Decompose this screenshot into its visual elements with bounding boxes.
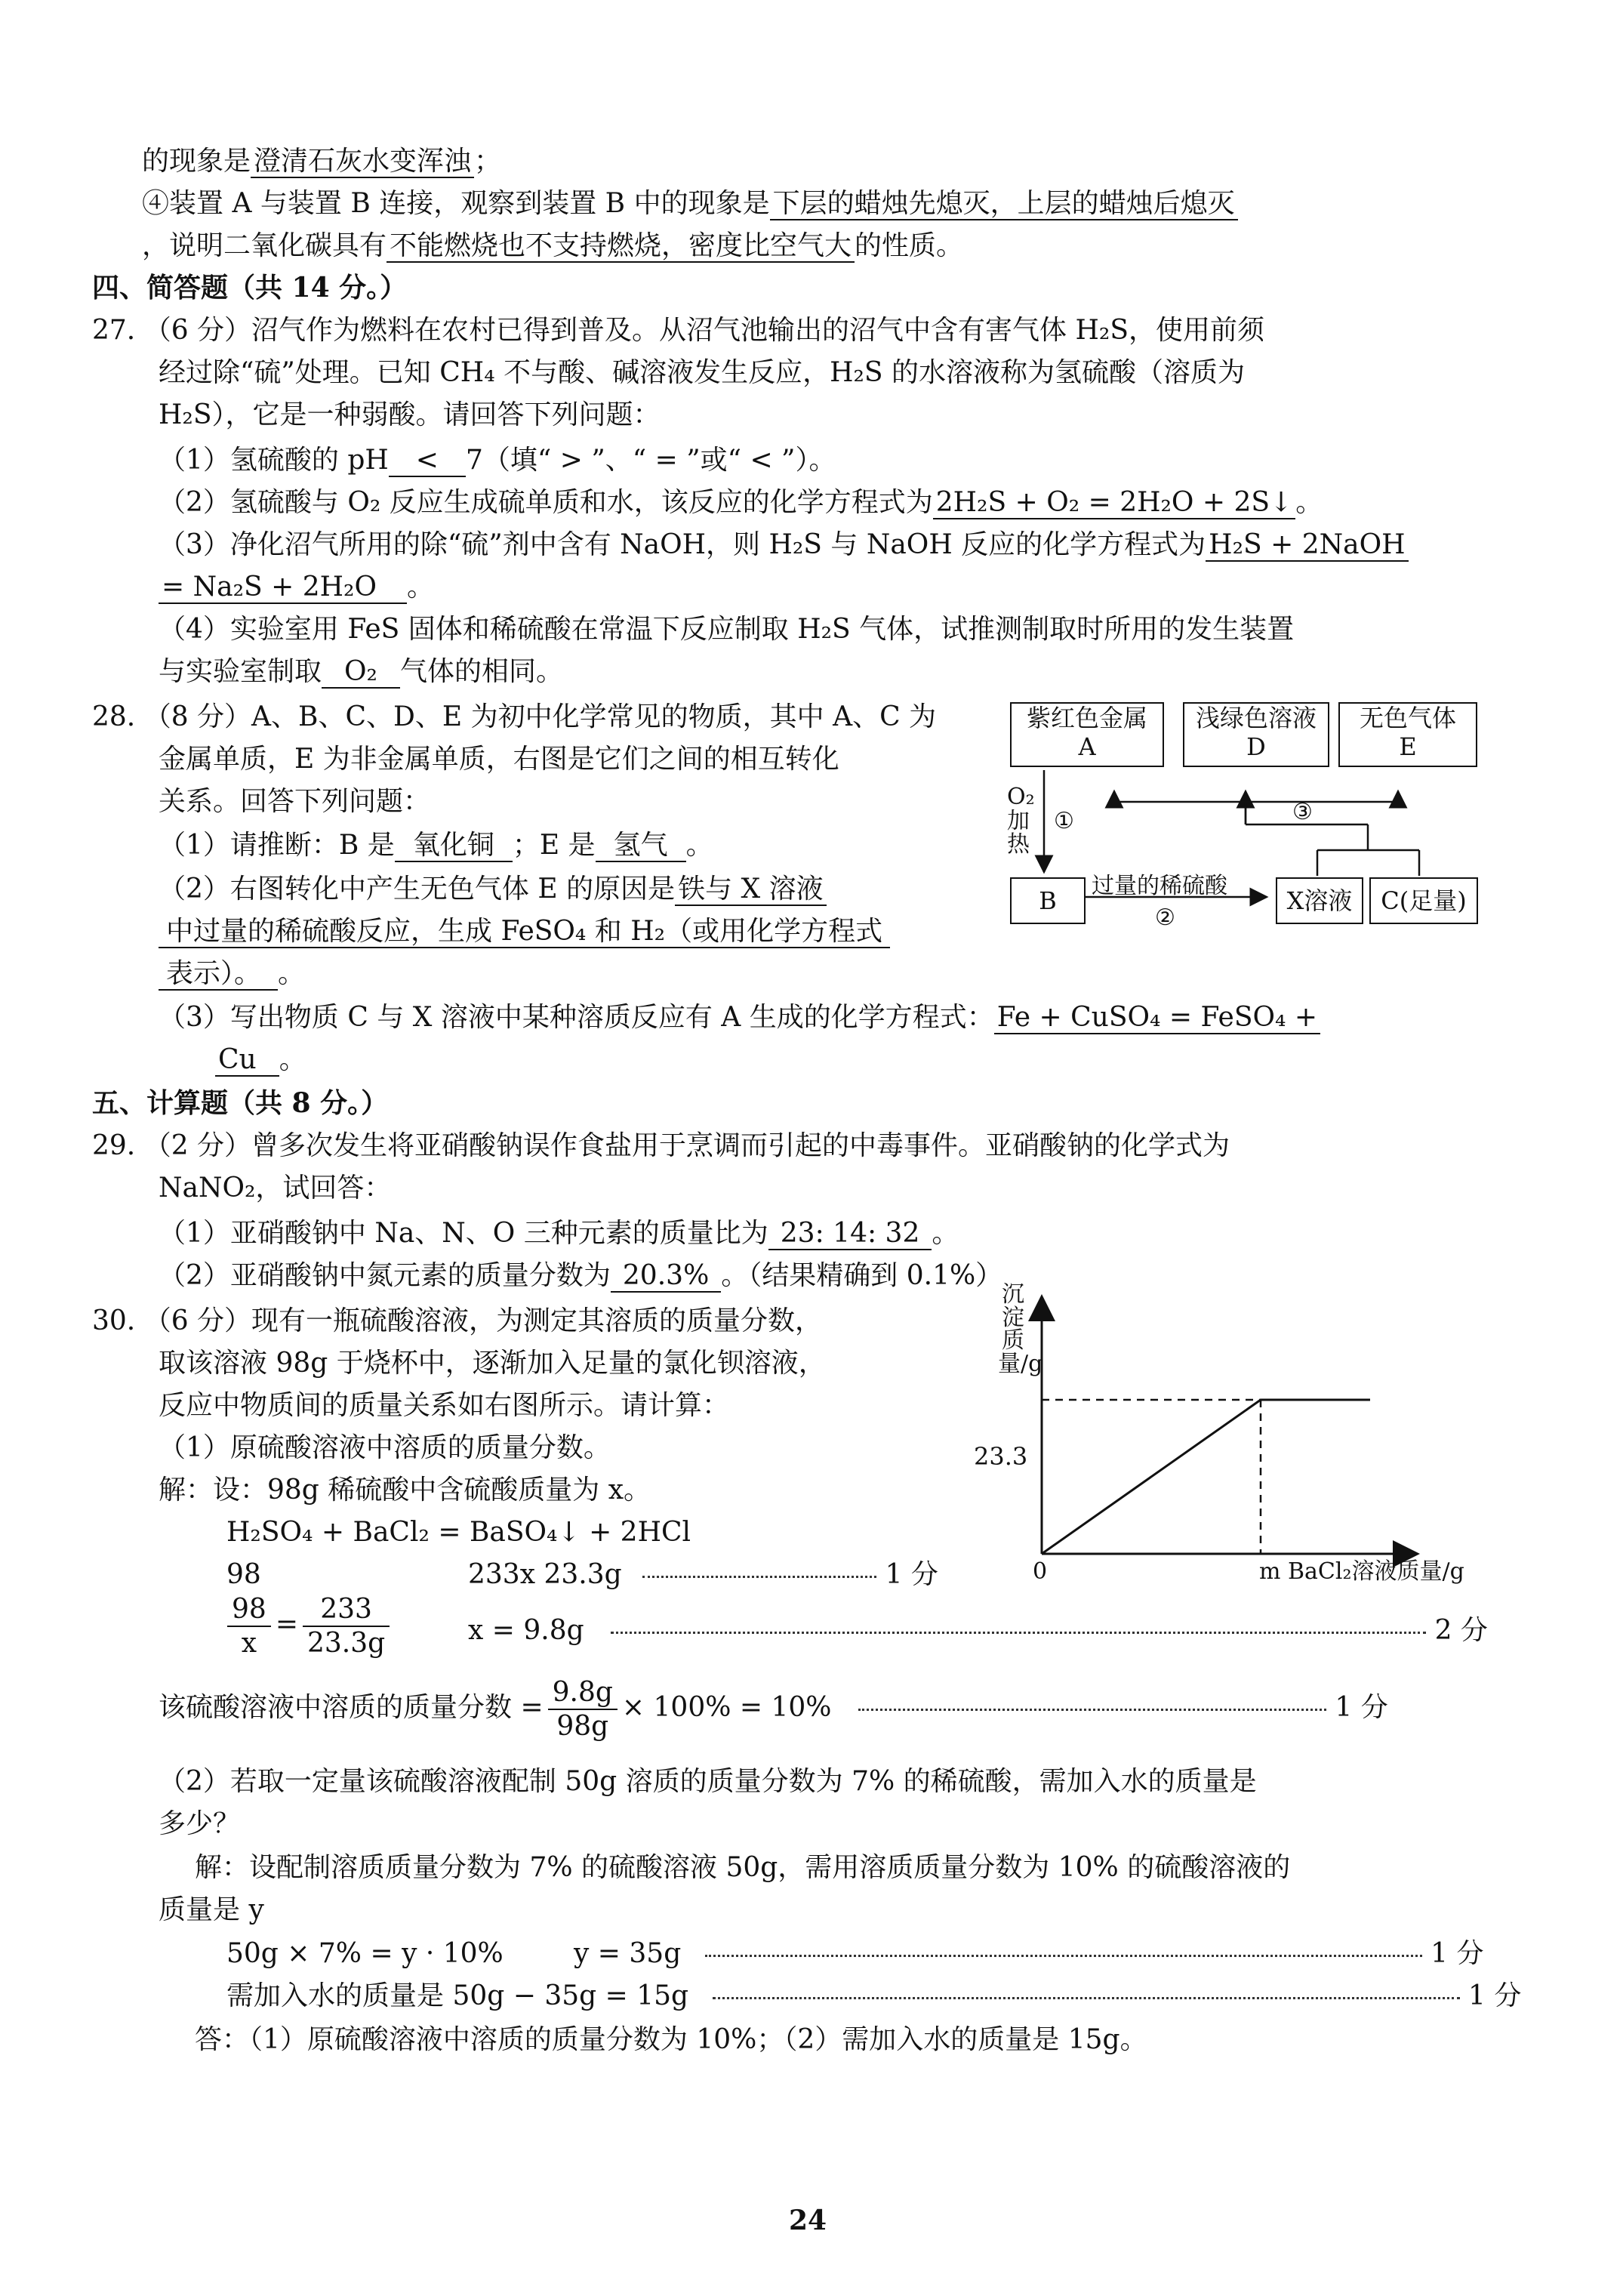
score-2: 2 分 [1434, 1615, 1488, 1646]
arrow-1-number: ① [1054, 808, 1074, 834]
q28-answer-e: 氢气 [596, 830, 686, 862]
q30-solution1-ratio-right: 233x 23.3g 1 分 [468, 1559, 938, 1590]
q30-chart [974, 1281, 1517, 1586]
q30-solution2-equation: 50g × 7% = y · 10% [226, 1938, 504, 1969]
q30-solution2-water: 需加入水的质量是 50g − 35g = 15g 1 分 [226, 1980, 1522, 2011]
q28-line2: 金属单质，E 为非金属单质，右图是它们之间的相互转化 [159, 744, 839, 775]
box-e: 无色气体 E [1338, 702, 1477, 767]
q29-answer-1: 23: 14: 32 [768, 1218, 932, 1250]
fraction-233-23-3: $\frac{233}{23.3g}$ [303, 1593, 390, 1660]
q30-line2: 取该溶液 98g 于烧杯中，逐渐加入足量的氯化钡溶液， [159, 1348, 826, 1379]
q30-proportion: $\frac{98}{x}$ = $\frac{233}{23.3g}$ [223, 1593, 394, 1660]
q29-line2: NaNO₂，试回答： [159, 1173, 392, 1203]
score-1d: 1 分 [1468, 1980, 1522, 2011]
box-c: C(足量) [1369, 877, 1478, 924]
q27-line2: 经过除“硫”处理。已知 CH₄ 不与酸、碱溶液发生反应，H₂S 的水溶液称为氢硫酸（溶质为 [159, 357, 1245, 388]
score-1b: 1 分 [1335, 1692, 1388, 1724]
q30-solution2-line2: 质量是 y [159, 1894, 264, 1925]
q27-part4: （4）实验室用 FeS 固体和稀硫酸在常温下反应制取 H₂S 气体，试推测制取时所用的发生装置 [159, 614, 1295, 645]
q30-mass-fraction: 该硫酸溶液中溶质的质量分数 = $\frac{9.8g}{98g}$ × 100% = 10% 1 分 [159, 1677, 1388, 1743]
q29-part2: （2）亚硝酸钠中氮元素的质量分数为 20.3% 。（结果精确到 0.1%） [159, 1260, 1003, 1291]
fraction-9-8-98: $\frac{9.8g}{98g}$ [548, 1676, 617, 1743]
chart-y-tick-label: 23.3 [974, 1442, 1028, 1471]
leader-dots [611, 1632, 1426, 1634]
q26-answer-1: 澄清石灰水变浑浊 [251, 146, 474, 178]
leader-dots [705, 1955, 1422, 1957]
q26-answer-3: 不能燃烧也不支持燃烧，密度比空气大 [387, 230, 855, 263]
leader-dots [642, 1576, 876, 1578]
q30-solution1-set: 解：设：98g 稀硫酸中含硫酸质量为 x。 [159, 1475, 651, 1505]
q27-part3: （3）净化沼气所用的除“硫”剂中含有 NaOH，则 H₂S 与 NaOH 反应的化学方程式为 H₂S + 2NaOH [159, 529, 1409, 561]
q27-answer-3b: = Na₂S + 2H₂O [159, 572, 407, 604]
box-x: X溶液 [1276, 877, 1363, 924]
leader-dots [858, 1709, 1326, 1711]
q30-solution2-line1: 解：设配制溶质质量分数为 7% 的硫酸溶液 50g，需用溶质质量分数为 10% 的硫酸溶液的 [195, 1852, 1291, 1883]
q28-part3: （3）写出物质 C 与 X 溶液中某种溶质反应有 A 生成的化学方程式： Fe + CuSO₄ = FeSO₄ + [159, 1001, 1320, 1034]
q26-line3: ，说明二氧化碳具有 不能燃烧也不支持燃烧，密度比空气大 的性质。 [142, 230, 964, 261]
q27-part4-cont: 与实验室制取 O₂ 气体的相同。 [159, 656, 563, 687]
arrow-1-condition: O₂ 加 热 [1007, 784, 1035, 858]
q27-part2: （2）氢硫酸与 O₂ 反应生成硫单质和水，该反应的化学方程式为 2H₂S + O₂ = 2H₂O + 2S↓ 。 [159, 487, 1323, 518]
q28-part2: （2）右图转化中产生无色气体 E 的原因是 铁与 X 溶液 [159, 873, 827, 905]
q30-solution1-ratio: 98 [226, 1559, 261, 1590]
q30-part1: （1）原硫酸溶液中溶质的质量分数。 [159, 1432, 611, 1463]
score-1c: 1 分 [1431, 1938, 1484, 1969]
q28-part1: （1）请推断：B 是 氧化铜 ；E 是 氢气 。 [159, 830, 713, 861]
fraction-98-x: $\frac{98}{x}$ [227, 1593, 271, 1660]
q29-answer-2: 20.3% [611, 1260, 721, 1293]
chart-origin-label: 0 [1033, 1558, 1048, 1585]
q26-line2: ④装置 A 与装置 B 连接，观察到装置 B 中的现象是 下层的蜡烛先熄灭，上层的蜡烛后熄灭 [142, 187, 1238, 220]
q30-part2: （2）若取一定量该硫酸溶液配制 50g 溶质的质量分数为 7% 的稀硫酸，需加入水的质量是 [159, 1766, 1257, 1797]
leader-dots [713, 1997, 1460, 1999]
score-1a: 1 分 [885, 1559, 938, 1590]
q28-answer-3b: Cu [215, 1044, 279, 1077]
section5-title: 五、计算题（共 8 分。） [92, 1087, 389, 1119]
q26-answer-2: 下层的蜡烛先熄灭，上层的蜡烛后熄灭 [770, 188, 1238, 220]
q26-line1: 的现象是 澄清石灰水变浑浊 ； [142, 146, 502, 177]
q28-answer-3a: Fe + CuSO₄ = FeSO₄ + [994, 1002, 1320, 1034]
section4-title: 四、简答题（共 14 分。） [92, 272, 408, 304]
q30-line3: 反应中物质间的质量关系如右图所示。请计算： [159, 1390, 730, 1421]
q28-answer-2c: 表示）。 [159, 958, 278, 991]
box-a: 紫红色金属 A [1010, 702, 1164, 767]
arrow-2-label: 过量的稀硫酸 [1092, 873, 1227, 899]
q27-line3: H₂S），它是一种弱酸。请回答下列问题： [159, 399, 661, 430]
q29-line1: 29. （2 分）曾多次发生将亚硝酸钠误作食盐用于烹调而引起的中毒事件。亚硝酸钠的化学式为 [92, 1130, 1230, 1161]
page-number: 24 [789, 2205, 827, 2236]
q27-answer-1: < [389, 445, 466, 477]
q28-answer-b: 氧化铜 [395, 830, 513, 862]
q28-line3: 关系。回答下列问题： [159, 786, 431, 817]
arrow-3-number: ③ [1292, 799, 1313, 825]
q28-answer-2a: 铁与 X 溶液 [675, 874, 827, 906]
q30-x-result: x = 9.8g 2 分 [468, 1615, 1488, 1646]
chart-y-label: 沉淀质量/g [998, 1281, 1043, 1377]
q27-answer-3a: H₂S + 2NaOH [1206, 529, 1408, 562]
q30-part2-cont: 多少？ [159, 1808, 241, 1839]
arrow-2-number: ② [1155, 905, 1175, 931]
q27-line1: 27. （6 分）沼气作为燃料在农村已得到普及。从沼气池输出的沼气中含有害气体 H₂S，使用前须 [92, 315, 1264, 346]
q28-part2-cont2: 表示）。 。 [159, 957, 305, 990]
q29-part1: （1）亚硝酸钠中 Na、N、O 三种元素的质量比为 23: 14: 32 。 [159, 1218, 959, 1249]
q30-solution2-result: y = 35g 1 分 [574, 1938, 1484, 1969]
chart-x-label: m BaCl₂溶液质量/g [1259, 1558, 1464, 1585]
q30-solution1-equation: H₂SO₄ + BaCl₂ = BaSO₄↓ + 2HCl [226, 1517, 691, 1548]
series-line [1042, 1400, 1370, 1554]
q30-answer: 答：（1）原硫酸溶液中溶质的质量分数为 10%；（2）需加入水的质量是 15g。 [195, 2024, 1147, 2055]
q27-part3-cont: = Na₂S + 2H₂O 。 [159, 571, 434, 603]
q27-answer-2: 2H₂S + O₂ = 2H₂O + 2S↓ [933, 487, 1295, 519]
box-b: B [1010, 877, 1086, 924]
q27-answer-4: O₂ [322, 656, 400, 689]
box-d: 浅绿色溶液 D [1183, 702, 1329, 767]
q28-answer-2b: 中过量的稀硫酸反应，生成 FeSO₄ 和 H₂（或用化学方程式 [159, 916, 890, 948]
q28-line1: 28. （8 分）A、B、C、D、E 为初中化学常见的物质，其中 A、C 为 [92, 701, 937, 732]
q28-diagram-arrows [0, 0, 1623, 982]
q30-line1: 30. （6 分）现有一瓶硫酸溶液，为测定其溶质的质量分数， [92, 1305, 823, 1336]
q27-part1: （1）氢硫酸的 pH < 7（填“ > ”、“ = ”或“ < ”）。 [159, 445, 836, 476]
q28-part3-cont: Cu 。 [215, 1043, 306, 1076]
